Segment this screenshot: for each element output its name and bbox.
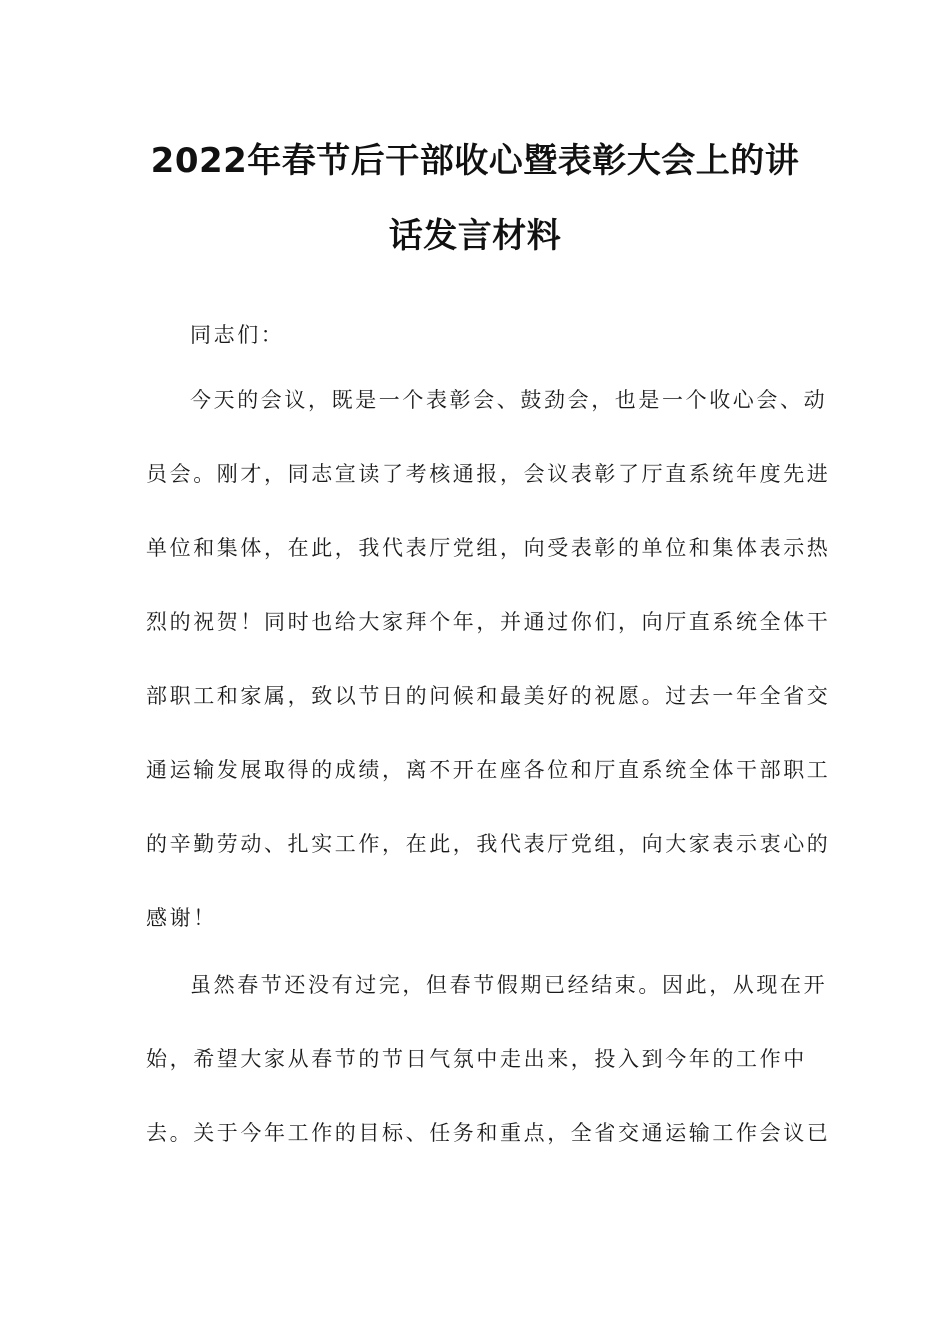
paragraph-1-line: 的辛勤劳动、扎实工作，在此，我代表厅党组，向大家表示衷心的 <box>146 832 831 856</box>
paragraph-1-line: 感谢！ <box>146 906 217 930</box>
paragraph-2-line: 虽然春节还没有过完，但春节假期已经结束。因此，从现在开 <box>190 973 828 997</box>
document-title-line-2: 话发言材料 <box>388 216 562 256</box>
paragraph-1-line: 单位和集体，在此，我代表厅党组，向受表彰的单位和集体表示热 <box>146 536 831 560</box>
document-title-line-1: 2022年春节后干部收心暨表彰大会上的讲 <box>150 141 800 181</box>
paragraph-1-line: 部职工和家属，致以节日的问候和最美好的祝愿。过去一年全省交 <box>146 684 831 708</box>
paragraph-2-line: 去。关于今年工作的目标、任务和重点，全省交通运输工作会议已 <box>146 1121 831 1145</box>
paragraph-1-line: 今天的会议，既是一个表彰会、鼓劲会，也是一个收心会、动 <box>190 388 828 412</box>
paragraph-1-line: 通运输发展取得的成绩，离不开在座各位和厅直系统全体干部职工 <box>146 758 831 782</box>
paragraph-2-line: 始，希望大家从春节的节日气氛中走出来，投入到今年的工作中 <box>146 1047 807 1071</box>
paragraph-1-line: 烈的祝贺！同时也给大家拜个年，并通过你们，向厅直系统全体干 <box>146 610 831 634</box>
greeting: 同志们： <box>190 323 285 347</box>
paragraph-1-line: 员会。刚才，同志宣读了考核通报，会议表彰了厅直系统年度先进 <box>146 462 831 486</box>
